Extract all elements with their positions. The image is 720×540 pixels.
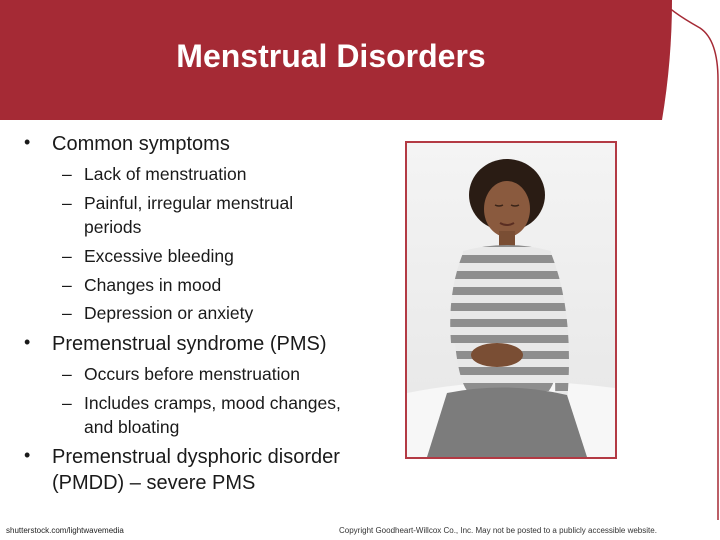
slide-title: Menstrual Disorders (176, 38, 486, 74)
bullet-dot: • (24, 332, 31, 352)
subitem-text: Depression or anxiety (84, 303, 254, 323)
dash: – (62, 393, 72, 413)
bullet-dot: • (24, 132, 31, 152)
subitem-text: Includes cramps, mood changes, (84, 393, 341, 413)
subitem-text: Painful, irregular menstrual (84, 193, 294, 213)
subitem-text: Excessive bleeding (84, 246, 234, 266)
dash: – (62, 275, 72, 295)
bullet-text: (PMDD) – severe PMS (52, 472, 256, 494)
subitem-text: Lack of menstruation (84, 164, 247, 184)
title-banner-curve (662, 0, 720, 120)
dash: – (62, 364, 72, 384)
subitem-text: Changes in mood (84, 275, 222, 295)
bullet-text: Premenstrual dysphoric disorder (52, 446, 340, 468)
bullet-text: Common symptoms (52, 133, 230, 155)
subitem-text: and bloating (84, 417, 180, 437)
subitem-text: periods (84, 217, 142, 237)
photo-credit: shutterstock.com/lightwavemedia (6, 526, 124, 535)
photo-illustration (407, 143, 615, 457)
dash: – (62, 193, 72, 213)
subitem-text: Occurs before menstruation (84, 364, 300, 384)
dash: – (62, 164, 72, 184)
bullet-dot: • (24, 445, 31, 465)
photo-woman-abdominal-pain (405, 141, 617, 459)
copyright-notice: Copyright Goodheart-Willcox Co., Inc. May not be posted to a publicly accessible website. (339, 526, 657, 535)
bullet-text: Premenstrual syndrome (PMS) (52, 333, 327, 355)
dash: – (62, 303, 72, 323)
dash: – (62, 246, 72, 266)
